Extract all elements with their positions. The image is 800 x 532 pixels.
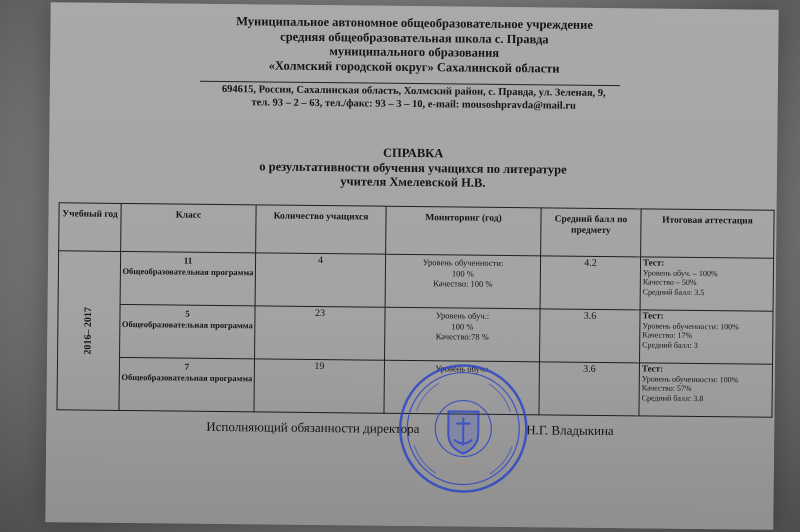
header-final: Итоговая аттестация bbox=[641, 209, 774, 258]
count-cell: 23 bbox=[255, 306, 386, 360]
signature-line bbox=[206, 418, 614, 439]
header-line-2: средняя общеобразовательная школа с. Правда bbox=[280, 29, 549, 46]
final-heading: Тест: bbox=[642, 310, 664, 321]
monitoring-line-2: 100 % bbox=[451, 267, 474, 279]
avg-cell: 4.2 bbox=[540, 256, 641, 310]
avg-cell: 3.6 bbox=[540, 309, 641, 363]
class-program: Общеобразовательная программа bbox=[121, 318, 253, 330]
monitoring-line-3: Качество: 100 % bbox=[433, 278, 493, 289]
count-cell: 19 bbox=[254, 359, 385, 413]
signatory-role: Исполняющий обязанности директора bbox=[206, 418, 420, 437]
monitoring-line-2: 100 % bbox=[451, 320, 474, 332]
header-line-4: «Холмский городской округ» Сахалинской области bbox=[268, 57, 560, 76]
class-number: 5 bbox=[185, 308, 190, 319]
header-class: Класс bbox=[121, 203, 256, 252]
class-program: Общеобразовательная программа bbox=[121, 371, 253, 383]
header-line-3: муниципального образования bbox=[329, 44, 500, 60]
class-cell bbox=[119, 357, 255, 411]
monitoring-cell bbox=[385, 254, 541, 309]
monitoring-line-1: Уровень обуч.: bbox=[435, 310, 490, 321]
address-line-2: тел. 93 – 2 – 63, тел./факс: 93 – 3 – 10, e-mail: mousoshpravda@mail.ru bbox=[251, 96, 576, 112]
year-label: 2016– 2017 bbox=[82, 307, 94, 355]
final-line-2: Качество – 50% bbox=[642, 277, 697, 287]
class-program: Общеобразовательная программа bbox=[122, 265, 254, 277]
final-cell bbox=[639, 363, 773, 417]
final-line-1: Уровень обученности: 100% bbox=[641, 373, 739, 384]
final-heading: Тест: bbox=[641, 363, 664, 374]
header-line-1: Муниципальное автономное общеобразовательное учреждение bbox=[236, 14, 593, 32]
avg-cell: 3.6 bbox=[539, 362, 640, 416]
signatory-name: Н.Г. Владыкина bbox=[526, 422, 614, 439]
final-heading: Тест: bbox=[642, 257, 665, 268]
class-number: 7 bbox=[184, 361, 190, 372]
year-cell bbox=[57, 251, 121, 411]
school-address bbox=[50, 82, 778, 115]
document-subtitle-2: учителя Хмелевской Н.В. bbox=[340, 174, 486, 190]
monitoring-line-3: Качество:78 % bbox=[435, 331, 489, 342]
final-line-2: Качество: 57% bbox=[641, 383, 692, 393]
document-subtitle-1: о результативности обучения учащихся по литературе bbox=[259, 158, 567, 177]
table-row bbox=[58, 304, 774, 364]
final-line-1: Уровень обуч. – 100% bbox=[642, 267, 718, 278]
monitoring-cell bbox=[385, 307, 541, 362]
monitoring-line-1: Уровень обученности: bbox=[422, 257, 504, 268]
class-cell bbox=[120, 251, 256, 305]
table-row bbox=[58, 251, 774, 311]
school-seal-icon bbox=[396, 361, 532, 497]
document-title: СПРАВКА bbox=[382, 145, 444, 161]
count-cell: 4 bbox=[255, 253, 386, 307]
document-title-block bbox=[49, 142, 777, 193]
document-page bbox=[45, 2, 778, 530]
final-cell bbox=[639, 310, 773, 364]
address-line-1: 694615, Россия, Сахалинская область, Холмский район, с. Правда, ул. Зеленая, 9, bbox=[221, 84, 606, 100]
final-line-3: Средний балл: 3 bbox=[642, 339, 698, 350]
header-monitoring: Мониторинг (год) bbox=[386, 206, 541, 256]
school-header bbox=[50, 12, 779, 78]
monitoring-line-1: Уровень обуч.: bbox=[435, 363, 489, 374]
final-cell bbox=[640, 257, 774, 311]
class-number: 11 bbox=[183, 255, 193, 266]
header-count: Количество учащихся bbox=[256, 205, 386, 254]
final-line-1: Уровень обученности: 100% bbox=[642, 320, 739, 331]
table-header-row bbox=[59, 203, 774, 258]
final-line-3: Средний балл: 3.8 bbox=[641, 392, 704, 403]
header-avg: Средний балл по предмету bbox=[541, 208, 641, 257]
header-year: Учебный год bbox=[59, 203, 121, 252]
final-line-2: Качество: 17% bbox=[642, 330, 693, 340]
final-line-3: Средний балл: 3.5 bbox=[642, 286, 705, 297]
class-cell bbox=[120, 304, 256, 358]
